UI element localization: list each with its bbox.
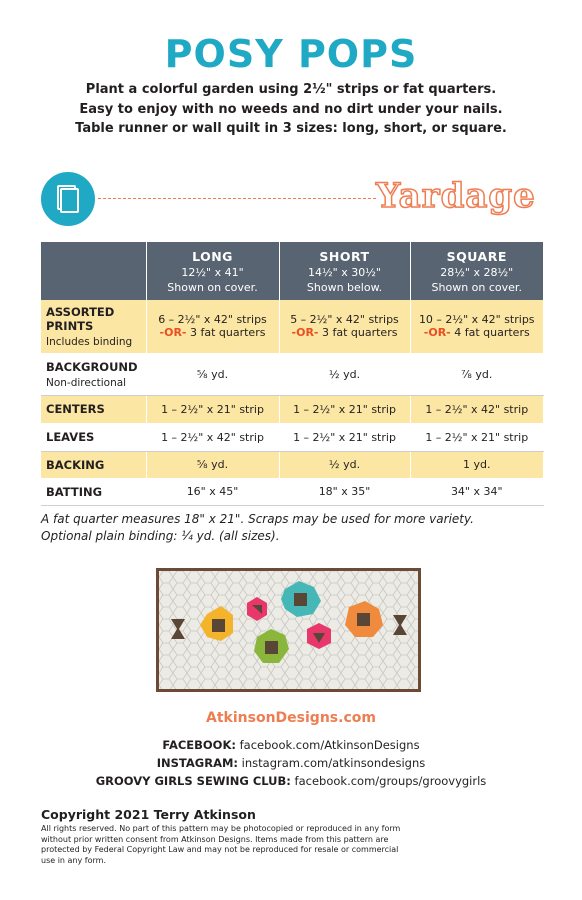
page-title: POSY POPS	[164, 32, 418, 76]
row-label: BATTING	[41, 478, 146, 505]
column-header-square: SQUARE 28½" x 28½" Shown on cover.	[410, 242, 544, 300]
website-link[interactable]: AtkinsonDesigns.com	[206, 710, 376, 726]
row-label: BACKING	[41, 451, 146, 478]
section-title: Yardage	[376, 176, 536, 216]
table-cell: ⅞ yd.	[410, 353, 544, 395]
intro-line: Plant a colorful garden using 2½" strips or fat quarters.	[85, 82, 497, 97]
table-row	[41, 451, 544, 478]
table-cell: 1 – 2½" x 21" strip	[410, 423, 544, 451]
rights-notice: All rights reserved. No part of this pattern may be photocopied or reproduced in any form without prior written consent from Atkinson Designs. Items made from this pattern are protected by Federal Copyright Law and may not be reproduced for resale or commercial use in any form.	[41, 824, 401, 865]
table-cell: 18" x 35"	[279, 478, 410, 505]
table-cell: 6 – 2½" x 42" strips -OR- 3 fat quarters	[146, 300, 279, 353]
quilt-photo	[156, 568, 421, 692]
social-facebook[interactable]: FACEBOOK: facebook.com/AtkinsonDesigns	[162, 738, 420, 752]
yardage-table	[41, 242, 544, 506]
intro-text	[0, 80, 582, 139]
row-label: BACKGROUND Non-directional	[41, 353, 146, 395]
table-cell: ½ yd.	[279, 451, 410, 478]
table-cell: 10 – 2½" x 42" strips -OR- 4 fat quarters	[410, 300, 544, 353]
fabric-stack-icon	[41, 172, 95, 226]
yardage-notes	[41, 511, 474, 545]
table-cell: ⅝ yd.	[146, 353, 279, 395]
note-line: Optional plain binding: ¼ yd. (all sizes).	[41, 529, 280, 543]
table-row	[41, 395, 544, 423]
row-label: LEAVES	[41, 423, 146, 451]
table-corner	[41, 242, 146, 300]
table-row	[41, 478, 544, 505]
table-cell: ½ yd.	[279, 353, 410, 395]
table-cell: 34" x 34"	[410, 478, 544, 505]
row-label: CENTERS	[41, 395, 146, 423]
intro-line: Easy to enjoy with no weeds and no dirt under your nails.	[79, 101, 503, 117]
table-cell: 1 – 2½" x 21" strip	[279, 395, 410, 423]
table-row	[41, 423, 544, 451]
table-row	[41, 300, 544, 353]
table-cell: 1 – 2½" x 42" strip	[410, 395, 544, 423]
row-label: ASSORTED PRINTS Includes binding	[41, 300, 146, 353]
table-cell: ⅝ yd.	[146, 451, 279, 478]
table-cell: 5 – 2½" x 42" strips -OR- 3 fat quarters	[279, 300, 410, 353]
table-cell: 1 yd.	[410, 451, 544, 478]
copyright: Copyright 2021 Terry Atkinson	[41, 807, 256, 822]
social-links	[0, 736, 582, 790]
section-divider	[98, 198, 376, 199]
table-cell: 16" x 45"	[146, 478, 279, 505]
note-line: A fat quarter measures 18" x 21". Scraps may be used for more variety.	[41, 512, 474, 526]
table-cell: 1 – 2½" x 21" strip	[146, 395, 279, 423]
intro-line: Table runner or wall quilt in 3 sizes: long, short, or square.	[75, 121, 507, 136]
table-cell: 1 – 2½" x 42" strip	[146, 423, 279, 451]
table-row	[41, 353, 544, 395]
column-header-long: LONG 12½" x 41" Shown on cover.	[146, 242, 279, 300]
social-instagram[interactable]: INSTAGRAM: instagram.com/atkinsondesigns	[156, 756, 426, 770]
table-cell: 1 – 2½" x 21" strip	[279, 423, 410, 451]
column-header-short: SHORT 14½" x 30½" Shown below.	[279, 242, 410, 300]
social-club[interactable]: GROOVY GIRLS SEWING CLUB: facebook.com/groups/groovygirls	[95, 774, 487, 788]
